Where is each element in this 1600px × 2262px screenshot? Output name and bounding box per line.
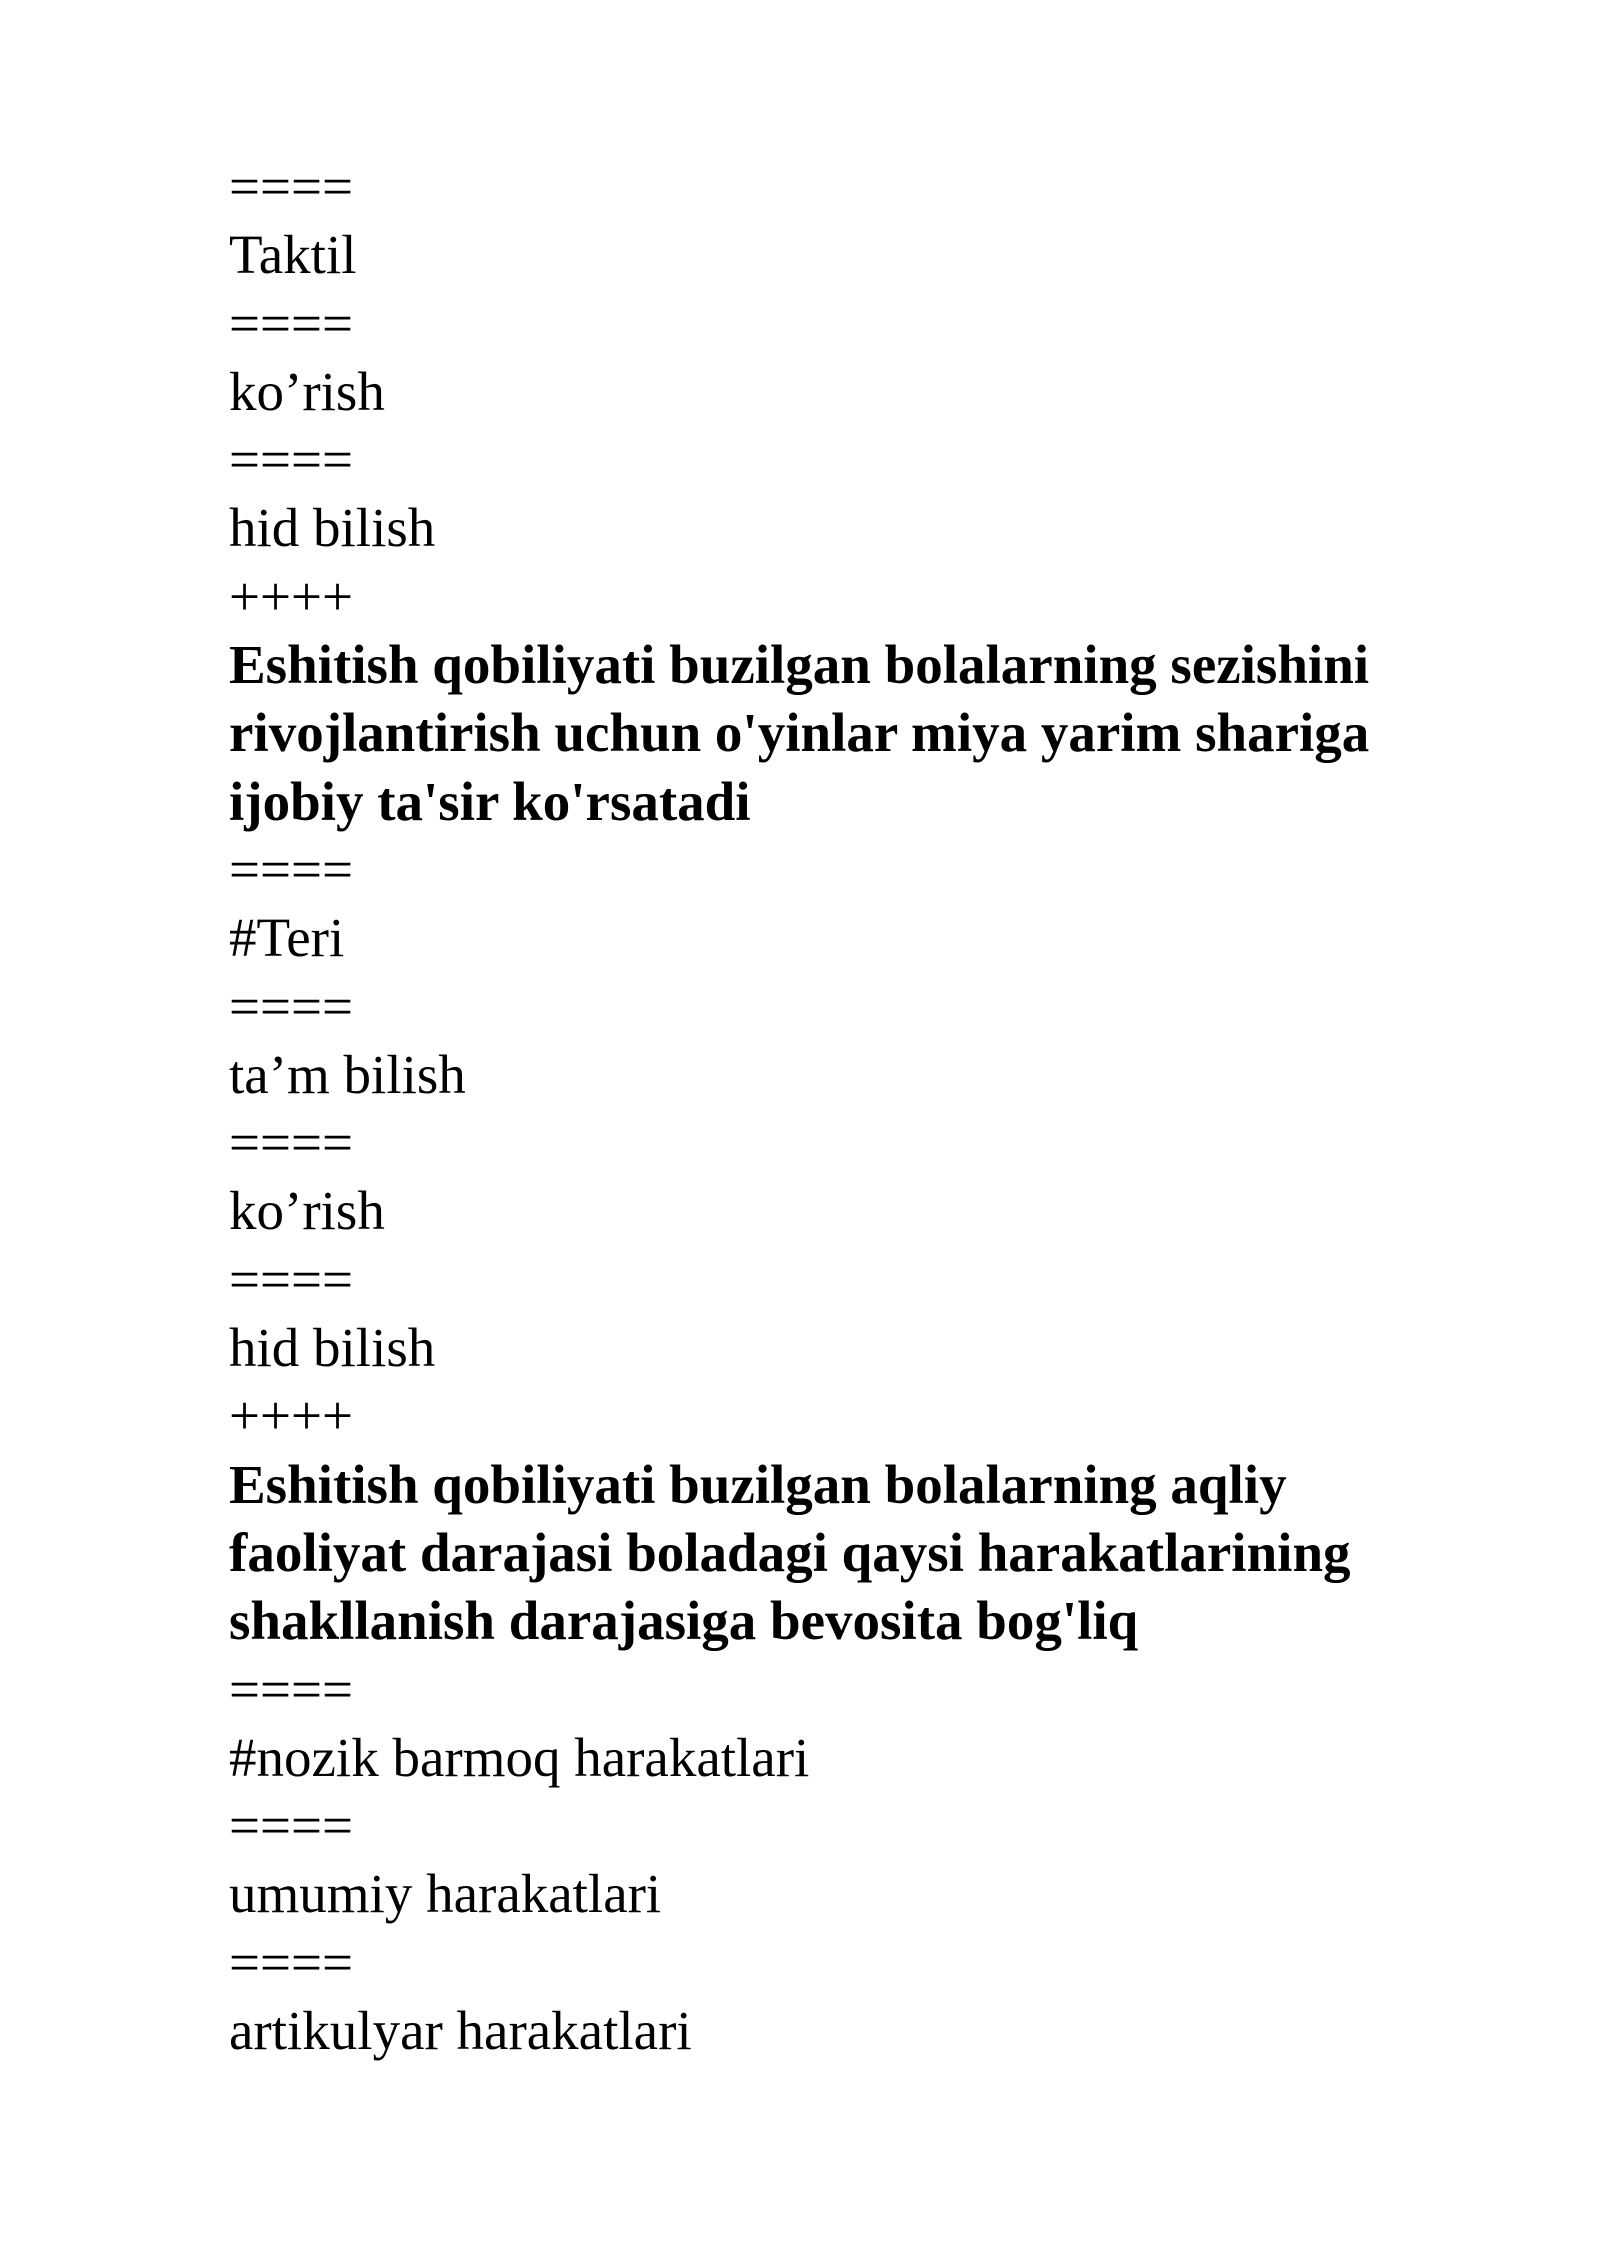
question-line: Eshitish qobiliyati buzilgan bolalarning aqliy [229,1453,1287,1515]
separator-line: ==== [229,1658,354,1720]
question-line: faoliyat darajasi boladagi qaysi harakatlarining [229,1521,1351,1583]
answer-option-correct: #Teri [229,907,345,969]
separator-line: ==== [229,1931,354,1993]
question-text [229,631,1499,836]
document-page [229,153,1499,2065]
answer-option: umumiy harakatlari [229,1863,662,1925]
answer-option: ko’rish [229,360,385,422]
question-text [229,1451,1499,1656]
question-line: rivojlantirish uchun o'yinlar miya yarim shariga [229,702,1370,764]
question-line: ijobiy ta'sir ko'rsatadi [229,770,751,832]
separator-line: ==== [229,975,354,1037]
question-line: shakllanish darajasiga bevosita bog'liq [229,1590,1139,1652]
separator-line: ==== [229,1248,354,1310]
answer-option-correct: #nozik barmoq harakatlari [229,1726,810,1788]
answer-option: ko’rish [229,1180,385,1242]
question-marker: ++++ [229,1385,354,1447]
answer-option: hid bilish [229,1317,436,1379]
question-line: Eshitish qobiliyati buzilgan bolalarning sezishini [229,634,1370,696]
separator-line: ==== [229,429,354,491]
answer-option: hid bilish [229,497,436,559]
separator-line: ==== [229,156,354,217]
question-marker: ++++ [229,565,354,627]
separator-line: ==== [229,1112,354,1174]
separator-line: ==== [229,1795,354,1857]
answer-option: ta’m bilish [229,1043,466,1105]
separator-line: ==== [229,838,354,900]
separator-line: ==== [229,292,354,354]
answer-option: Taktil [229,224,357,286]
answer-option: artikulyar harakatlari [229,2000,692,2062]
